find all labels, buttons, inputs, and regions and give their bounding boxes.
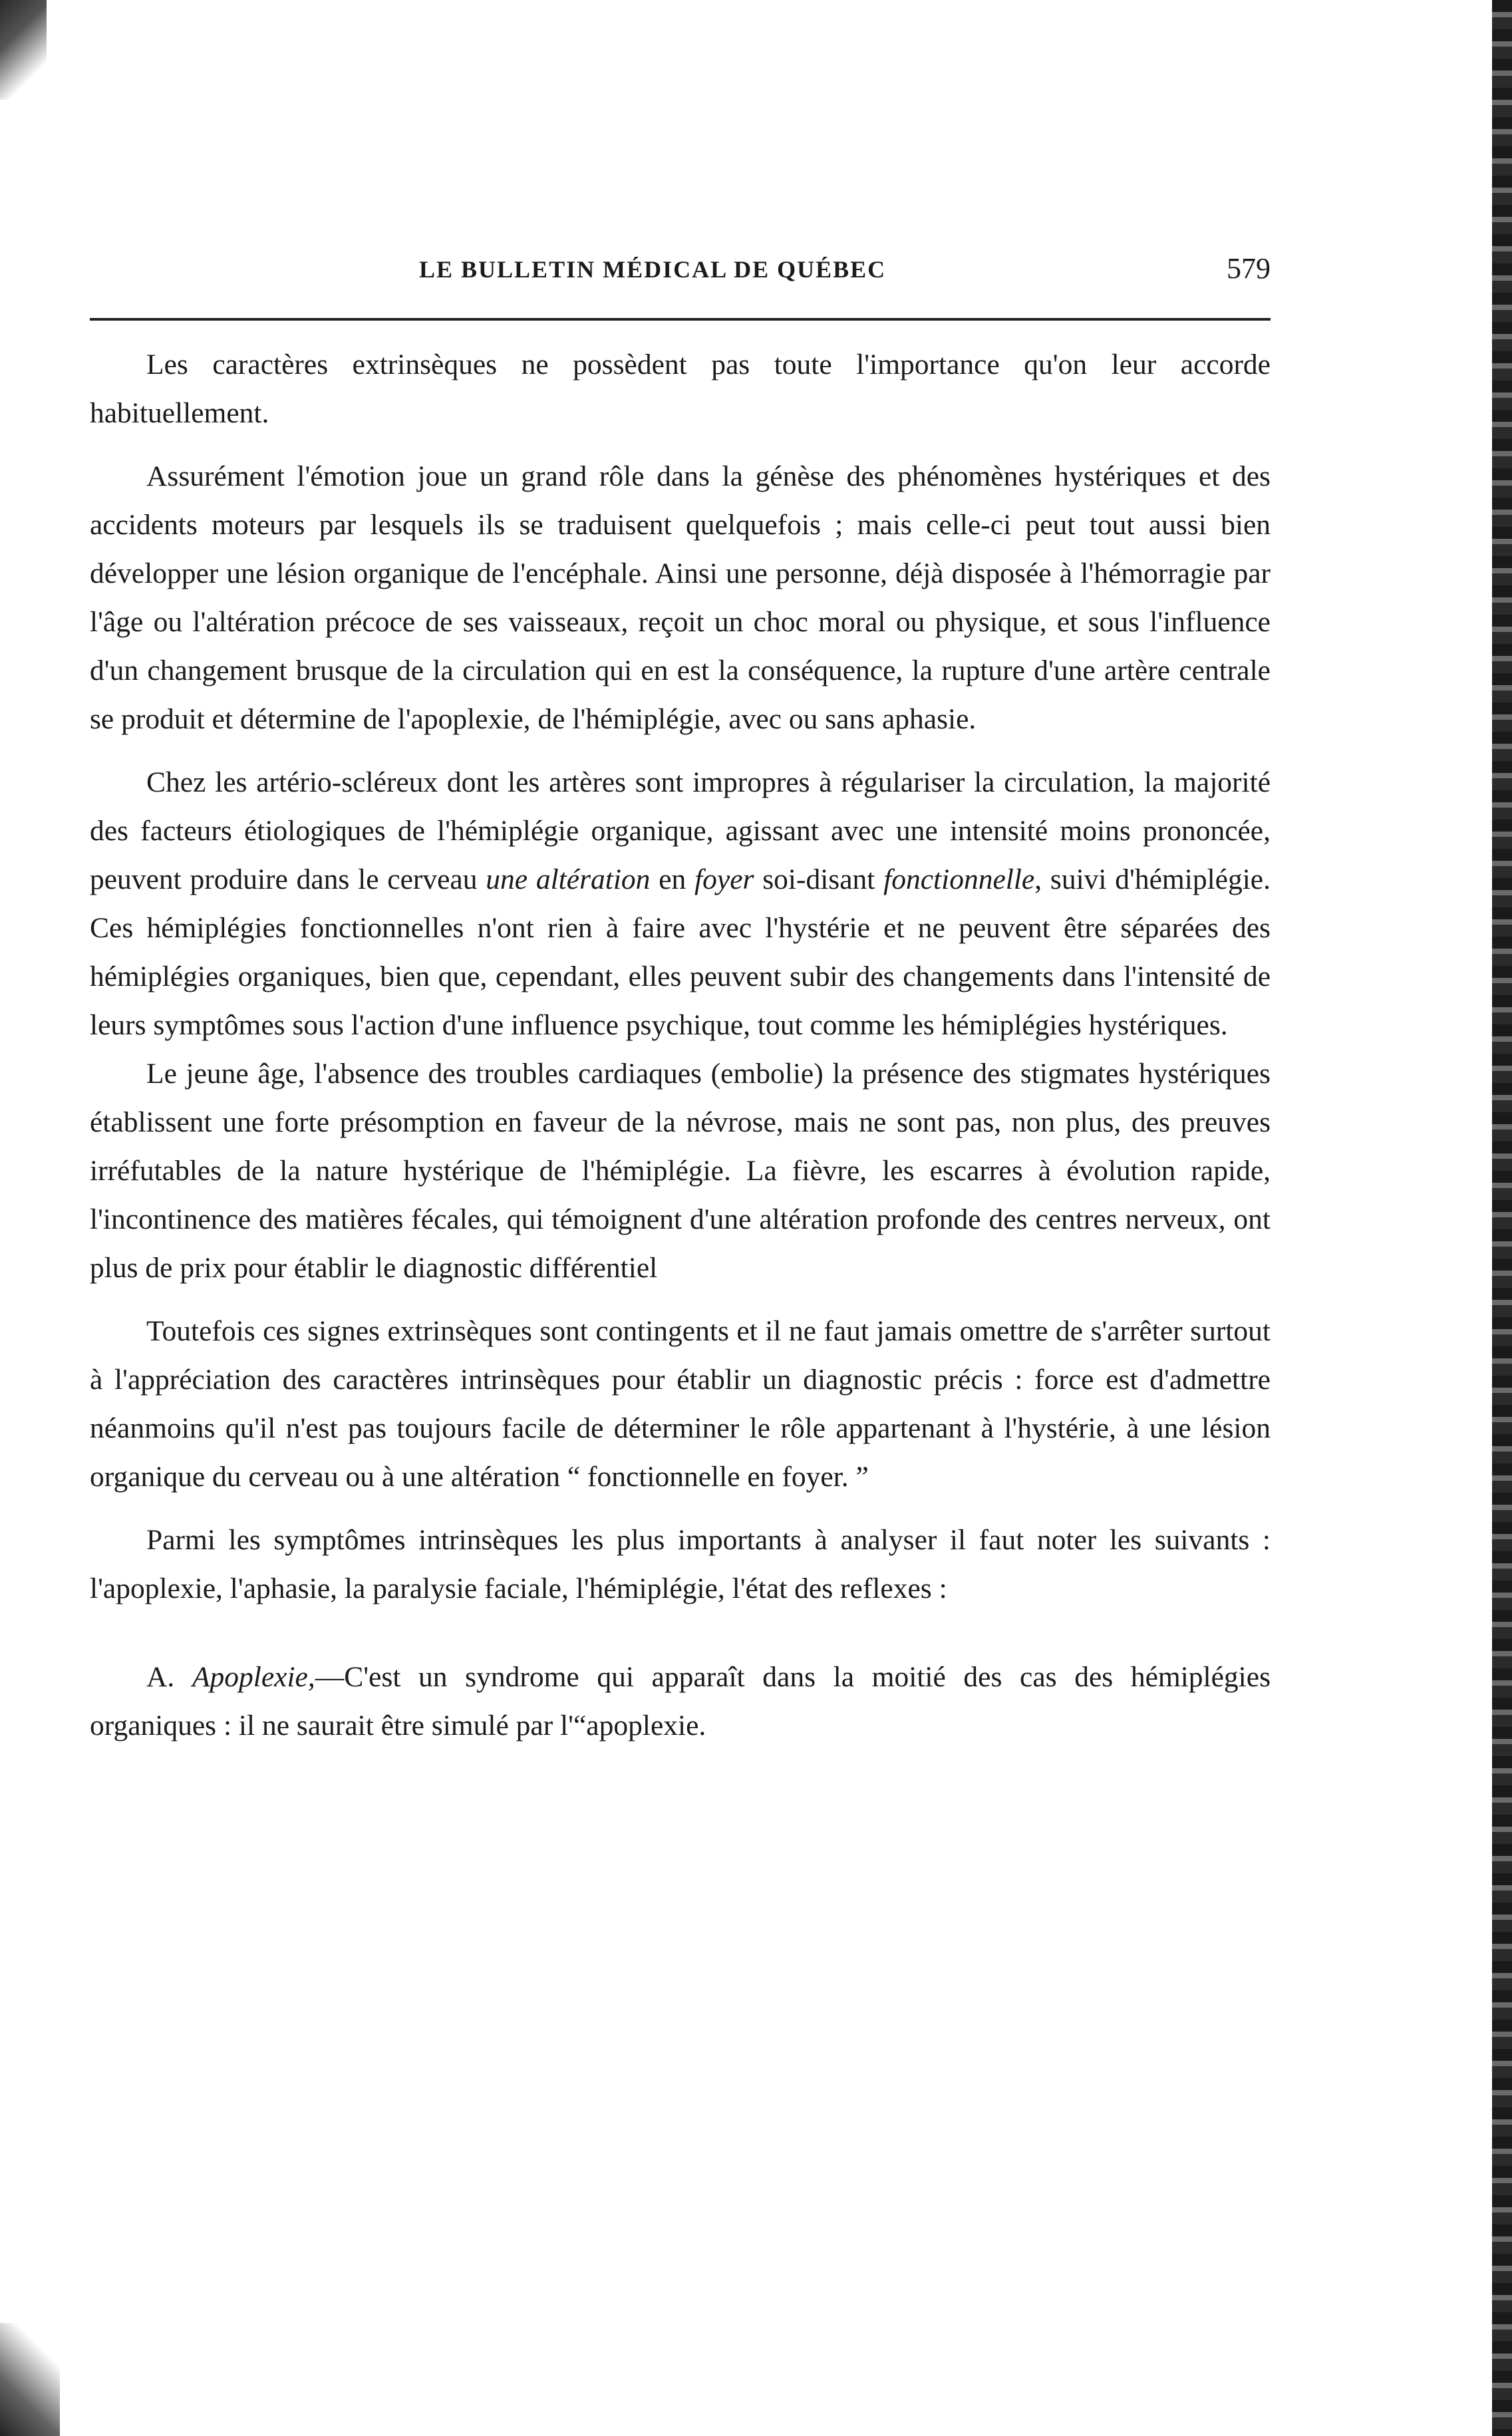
page [90,239,1271,1750]
paragraph-2: Assurément l'émotion joue un grand rôle dans la génèse des phénomènes hystériques et des accidents moteurs par lesquels ils se traduisent quelquefois ; mais celle-ci peut tout aussi bien développer une lésion organique de l'encéphale. Ainsi une personne, déjà disposée à l'hémorragie par l'âge ou l'altération précoce de ses vaisseaux, reçoit un choc moral ou physique, et sous l'influence d'un changement brusque de la circulation qui en est la conséquence, la rupture d'une artère centrale se produit et détermine de l'apoplexie, de l'hémiplégie, avec ou sans aphasie. [90,460,1271,735]
paragraph-3-italic-c: fonctionnelle [883,863,1035,895]
paragraph-5: Toutefois ces signes extrinsèques sont contingents et il ne faut jamais omettre de s'arrêter surtout à l'appréciation des caractères intrinsèques pour établir un diagnostic précis : force est d'admettre néanmoins qu'il n'est pas toujours facile de déterminer le rôle appartenant à l'hystérie, à une lésion organique du cerveau ou à une altération “ fonctionnelle en foyer. ” [90,1315,1271,1493]
running-header [90,239,1271,286]
header-rule [90,318,1271,321]
page-number: 579 [1227,252,1271,285]
paragraph-6: Parmi les symptômes intrinsèques les plus importants à analyser il faut noter les suivants : l'apoplexie, l'aphasie, la paralysie faciale, l'hémiplégie, l'état des reflexes : [90,1524,1271,1604]
section-heading-apoplexie: Apoplexie, [192,1661,315,1693]
paragraph-3-italic-a: une altération [486,863,651,895]
paragraph-3-italic-b: foyer [694,863,754,895]
paragraph-3-text-a: Chez les artério-scléreux dont les artères sont impropres à régulariser la circulation, la majorité des facteurs étiologiques de l'hémiplégie organique, agissant avec une intensité moins prononcée, peuvent produire dans le cerveau [90,766,1271,895]
scan-edge-right [1492,0,1512,2436]
paragraph-7 [90,1653,1271,1750]
scan-shadow-bottom [0,2323,60,2436]
paragraph-3-text-d: , suivi d'hémiplégie. Ces hémiplégies fonctionnelles n'ont rien à faire avec l'hystérie et ne peuvent être séparées des hémiplégies organiques, bien que, cependant, elles peuvent subir des changements dans l'intensité de leurs symptômes sous l'action d'une influence psychique, tout comme les hémiplégies hystériques. [90,863,1271,1041]
running-title: LE BULLETIN MÉDICAL DE QUÉBEC [419,256,887,283]
paragraph-3 [90,758,1271,1050]
paragraph-3-text-b: en [650,863,695,895]
paragraph-3-text-c: soi-disant [754,863,884,895]
paragraph-1: Les caractères extrinsèques ne possèdent pas toute l'importance qu'on leur accorde habituellement. [90,349,1271,429]
section-label: A. [146,1661,175,1693]
scan-shadow-top [0,0,47,100]
paragraph-7-text: —C'est un syndrome qui apparaît dans la moitié des cas des hémiplégies organiques : il ne saurait être simulé par l'“apoplexie. [90,1661,1271,1742]
paragraph-4: Le jeune âge, l'absence des troubles cardiaques (embolie) la présence des stigmates hystériques établissent une forte présomption en faveur de la névrose, mais ne sont pas, non plus, des preuves irréfutables de la nature hystérique de l'hémiplégie. La fièvre, les escarres à évolution rapide, l'incontinence des matières fécales, qui témoignent d'une altération profonde des centres nerveux, ont plus de prix pour établir le diagnostic différentiel [90,1058,1271,1284]
